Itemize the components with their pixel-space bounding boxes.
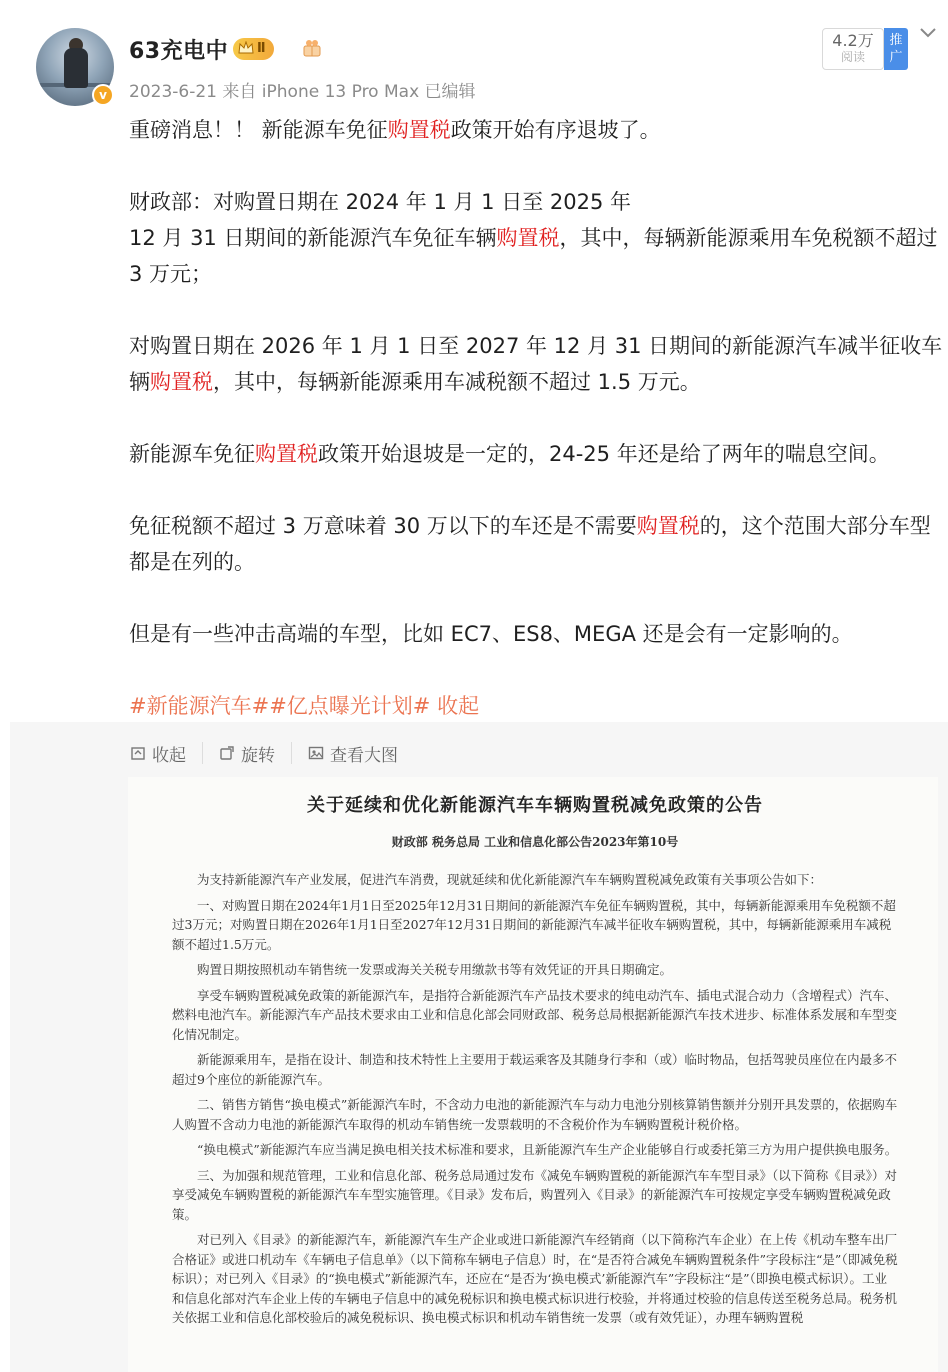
collapse-image-button[interactable] [130,742,203,764]
edited-label[interactable]: 已编辑 [424,82,476,102]
text-segment: 新能源车免征 [129,442,255,466]
rotate-icon [219,745,235,761]
topic-link[interactable]: #亿点曝光计划# [269,694,431,718]
post-meta [129,77,476,102]
collapse-icon [130,745,146,761]
promote-button[interactable]: 推广 [884,28,908,70]
collapse-text-link[interactable]: 收起 [430,694,480,718]
document-paragraph: 为支持新能源汽车产业发展，促进汽车消费，现就延续和优化新能源汽车车辆购置税减免政策有关事项公告如下： [197,872,823,887]
crown-icon [238,41,254,55]
view-large-label: 查看大图 [330,745,398,766]
keyword-link[interactable]: 购置税 [387,118,451,142]
keyword-link[interactable]: 购置税 [636,514,700,538]
user-level-label: Ⅱ [257,41,266,56]
read-count-label: 阅读 [840,50,865,64]
document-title: 关于延续和优化新能源汽车车辆购置税减免政策的公告 [307,795,763,816]
post-paragraph [129,112,944,148]
image-toolbar [130,738,430,768]
post-paragraph [129,436,944,472]
image-viewer-area [10,722,948,1372]
topics-line [129,688,944,724]
document-paragraph: 新能源乘用车，是指在设计、制造和技术特性上主要用于载运乘客及其随身行李和（或）临时物品，包括驾驶员座位在内最多不超过9个座位的新能源汽车。 [172,1052,898,1087]
document-paragraph: 购置日期按照机动车销售统一发票或海关关税专用缴款书等有效凭证的开具日期确定。 [197,962,673,977]
avatar-figure [64,48,88,88]
keyword-link[interactable]: 购置税 [496,226,560,250]
text-segment: 对购置日期在 2026 年 1 月 1 日至 2027 年 12 月 31 日期间的新能源汽车减半征收车辆 [129,334,943,394]
post-source: 来自 iPhone 13 Pro Max [222,82,420,102]
announcement-image[interactable] [128,777,938,1372]
document-paragraph: 享受车辆购置税减免政策的新能源汽车，是指符合新能源汽车产品技术要求的纯电动汽车、插电式混合动力（含增程式）汽车、燃料电池汽车。新能源汽车产品技术要求由工业和信息化部会同财政部、税务总局根据新能源汽车技术进步、标准体系发展和车型变化情况制定。 [172,987,898,1042]
keyword-link[interactable]: 购置税 [150,370,213,394]
rotate-label: 旋转 [241,745,275,766]
read-count-box [822,28,884,70]
chevron-down-icon[interactable] [918,26,938,40]
document-paragraph: “换电模式”新能源汽车应当满足换电相关技术标准和要求，且新能源汽车生产企业能够自行或委托第三方为用户提供换电服务。 [197,1142,898,1157]
fan-badge-icon[interactable] [302,38,322,58]
image-icon [308,745,324,761]
verified-badge-icon: v [92,84,114,106]
collapse-label: 收起 [152,745,186,766]
text-segment: 重磅消息！！ 新能源车免征 [129,118,388,142]
text-segment: 财政部：对购置日期在 2024 年 1 月 1 日至 2025 年 [129,190,632,214]
document-paragraph: 对已列入《目录》的新能源汽车，新能源汽车生产企业或进口新能源汽车经销商（以下简称汽车企业）在上传《机动车整车出厂合格证》或进口机动车《车辆电子信息单》（以下简称车辆电子信息）时，在“是否符合减免车辆购置税条件”字段标注“是”（即减免税标识）；对已列入《目录》的“换电模式”新能源汽车，还应在“是否为‘换电模式’新能源汽车”字段标注“是”（即换电模式标识）。工业和信息化部对汽车企业上传的车辆电子信息中的减免税标识和换电模式标识进行校验，并将通过校验的信息传送至税务总局。税务机关依据工业和信息化部校验后的减免税标识、换电模式标识和机动车销售统一发票（或有效凭证），办理车辆购置税 [172,1232,898,1325]
text-segment: 的，这个范围大部分车型都是在列的。 [129,514,931,574]
document-subtitle: 财政部 税务总局 工业和信息化部公告2023年第10号 [391,835,679,849]
post-paragraph: 但是有一些冲击高端的车型，比如 EC7、ES8、MEGA 还是会有一定影响的。 [129,622,853,646]
text-segment: 政策开始有序退坡了。 [450,118,661,142]
username[interactable]: 63充电中 [129,39,229,64]
topic-link[interactable]: #新能源汽车# [129,694,270,718]
text-segment: ，其中，每辆新能源乘用车减税额不超过 1.5 万元。 [213,370,701,394]
read-count: 4.2万 [832,31,874,50]
post-timestamp[interactable]: 2023-6-21 [129,82,217,102]
post-paragraph [129,184,944,292]
post-text [129,112,944,724]
document-paragraph: 三、为加强和规范管理，工业和信息化部、税务总局通过发布《减免车辆购置税的新能源汽车车型目录》（以下简称《目录》）对享受减免车辆购置税的新能源汽车车型实施管理。《目录》发布后，购置列入《目录》的新能源汽车可按规定享受车辆购置税减免政策。 [172,1167,898,1222]
document-paragraph: 二、销售方销售“换电模式”新能源汽车时，不含动力电池的新能源汽车与动力电池分别核算销售额并分别开具发票的，依据购车人购置不含动力电池的新能源汽车取得的机动车销售统一发票载明的不含税价作为车辆购置税计税价格。 [172,1097,898,1132]
keyword-link[interactable]: 购置税 [255,442,318,466]
rotate-image-button[interactable] [219,742,292,764]
view-large-image-button[interactable] [308,742,414,764]
text-segment: 政策开始退坡是一定的，24-25 年还是给了两年的喘息空间。 [318,442,890,466]
user-level-badge[interactable] [233,38,274,60]
document-paragraph: 一、对购置日期在2024年1月1日至2025年12月31日期间的新能源汽车免征车辆购置税，其中，每辆新能源乘用车免税额不超过3万元；对购置日期在2026年1月1日至2027年12月31日期间的新能源汽车减半征收车辆购置税，其中，每辆新能源乘用车减税额不超过1.5万元。 [172,897,896,952]
post-paragraph [129,328,944,400]
text-segment: ，其中，每辆新能源乘用车免税额不超过 3 万元； [129,226,938,286]
text-segment: 免征税额不超过 3 万意味着 30 万以下的车还是不需要 [129,514,637,538]
text-segment: 12 月 31 日期间的新能源汽车免征车辆 [129,226,497,250]
post-paragraph [129,508,944,580]
